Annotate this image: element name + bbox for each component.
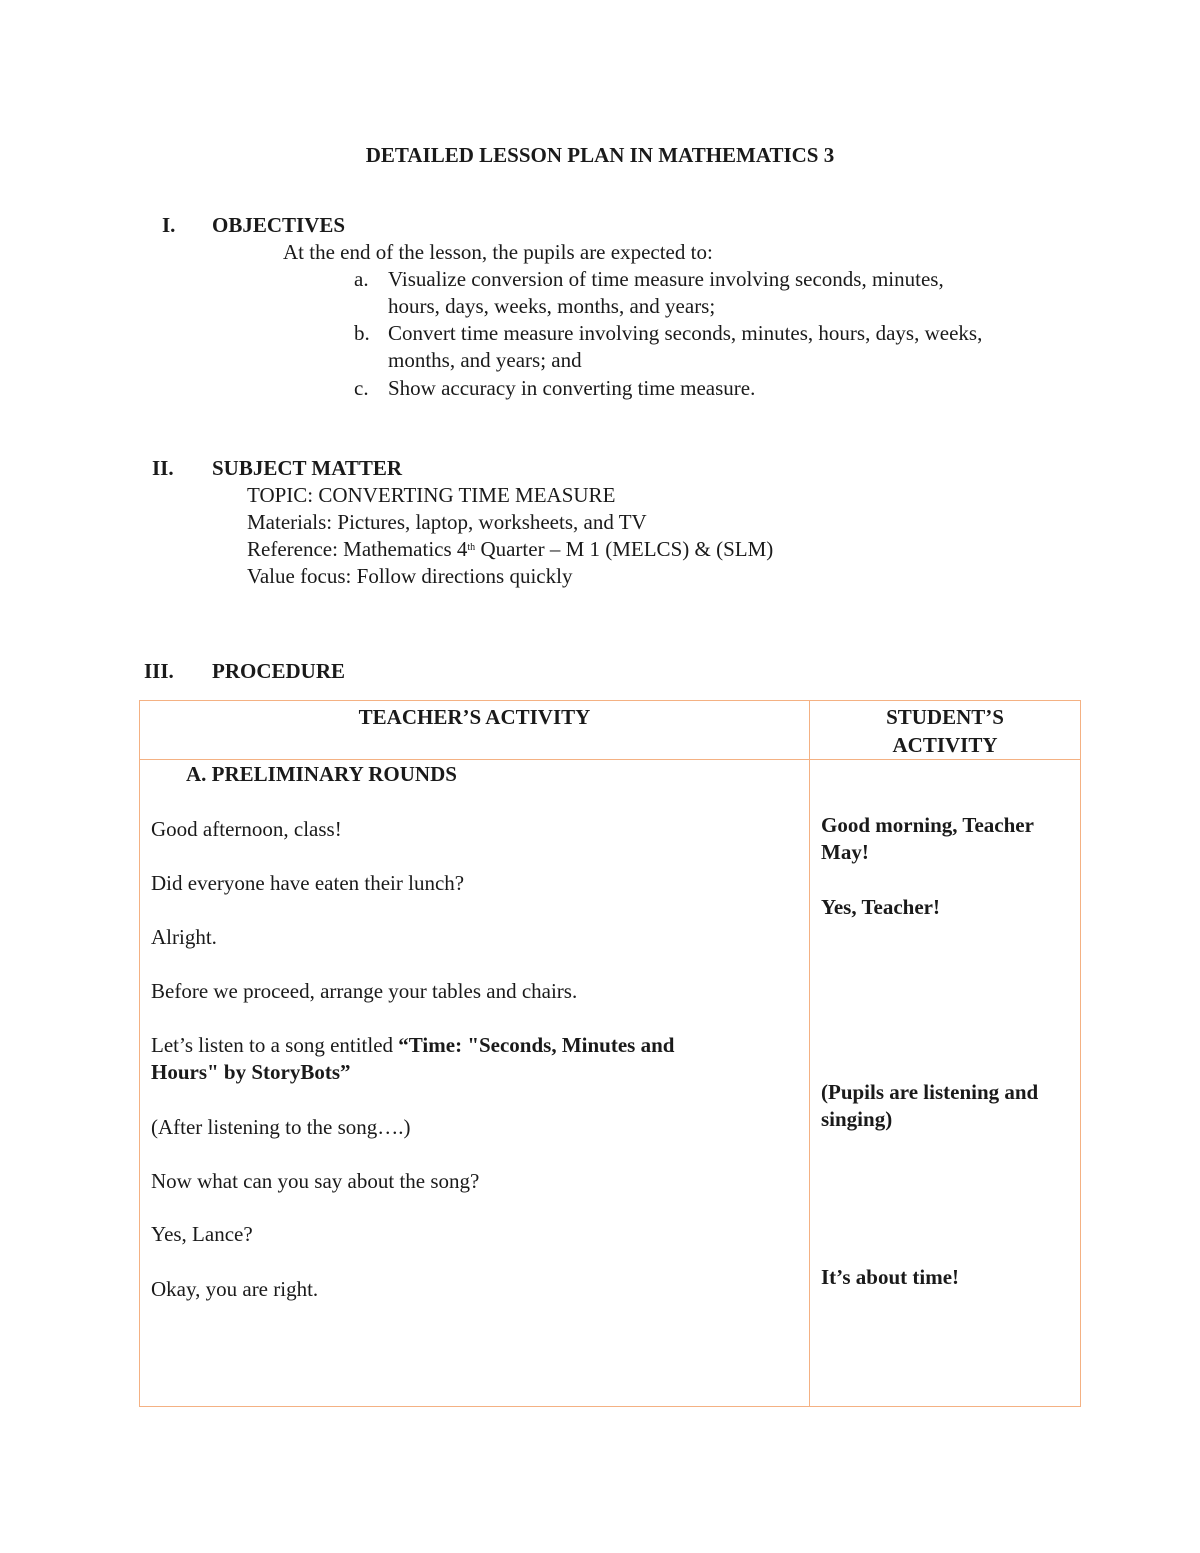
student-line: singing) xyxy=(821,1107,893,1131)
header-student-label-1: STUDENT’S xyxy=(886,705,1004,729)
teacher-line: Okay, you are right. xyxy=(151,1277,319,1301)
teacher-line: Yes, Lance? xyxy=(151,1222,253,1246)
reference-superscript: th xyxy=(467,542,476,553)
section-number-subject-matter: II. xyxy=(152,456,174,480)
header-student-label-2: ACTIVITY xyxy=(892,733,998,757)
student-line: May! xyxy=(821,840,869,864)
page-title: DETAILED LESSON PLAN IN MATHEMATICS 3 xyxy=(365,143,835,167)
teacher-line: Good afternoon, class! xyxy=(151,817,342,841)
teacher-line: Now what can you say about the song? xyxy=(151,1169,480,1193)
teacher-line: Before we proceed, arrange your tables and chairs. xyxy=(151,979,578,1003)
song-intro-text: Let’s listen to a song entitled xyxy=(151,1033,399,1057)
student-activity-cell xyxy=(810,760,1081,1407)
objective-a-line2: hours, days, weeks, months, and years; xyxy=(388,294,716,318)
objective-letter-c: c. xyxy=(354,376,369,400)
header-teacher-label: TEACHER’S ACTIVITY xyxy=(358,705,591,729)
teacher-song-line-2: Hours" by StoryBots” xyxy=(151,1060,351,1084)
header-student-activity xyxy=(810,701,1081,760)
reference-text: Reference: Mathematics 4 xyxy=(247,537,468,561)
subject-materials: Materials: Pictures, laptop, worksheets, and TV xyxy=(247,510,647,534)
section-number-objectives: I. xyxy=(162,213,176,237)
section-heading-procedure: PROCEDURE xyxy=(212,659,346,683)
objective-letter-a: a. xyxy=(354,267,369,291)
section-heading-subject-matter: SUBJECT MATTER xyxy=(212,456,403,480)
teacher-line: (After listening to the song….) xyxy=(151,1115,411,1139)
subject-topic: TOPIC: CONVERTING TIME MEASURE xyxy=(247,483,616,507)
section-heading-objectives: OBJECTIVES xyxy=(212,213,346,237)
objective-a-line1: Visualize conversion of time measure involving seconds, minutes, xyxy=(388,267,944,291)
objective-b-line2: months, and years; and xyxy=(388,348,582,372)
student-line: Yes, Teacher! xyxy=(821,895,940,919)
objective-b-line1: Convert time measure involving seconds, minutes, hours, days, weeks, xyxy=(388,321,983,345)
header-teacher-activity xyxy=(140,701,810,760)
teacher-line: Did everyone have eaten their lunch? xyxy=(151,871,465,895)
student-line: Good morning, Teacher xyxy=(821,813,1034,837)
objective-letter-b: b. xyxy=(354,321,370,345)
section-number-procedure: III. xyxy=(144,659,174,683)
objective-c-line1: Show accuracy in converting time measure. xyxy=(388,376,756,400)
teacher-activity-cell xyxy=(140,760,810,1407)
subject-reference xyxy=(247,537,773,562)
procedure-table xyxy=(139,700,1081,1407)
teacher-line: Alright. xyxy=(151,925,217,949)
teacher-song-line-1 xyxy=(151,1033,674,1058)
student-line: (Pupils are listening and xyxy=(821,1080,1039,1104)
song-title: “Time: "Seconds, Minutes and xyxy=(398,1033,675,1057)
section-a-heading: A. PRELIMINARY ROUNDS xyxy=(186,762,457,786)
objectives-intro: At the end of the lesson, the pupils are expected to: xyxy=(283,240,713,264)
student-line: It’s about time! xyxy=(821,1265,960,1289)
subject-value-focus: Value focus: Follow directions quickly xyxy=(247,564,573,588)
reference-text-rest: Quarter – M 1 (MELCS) & (SLM) xyxy=(475,537,774,561)
